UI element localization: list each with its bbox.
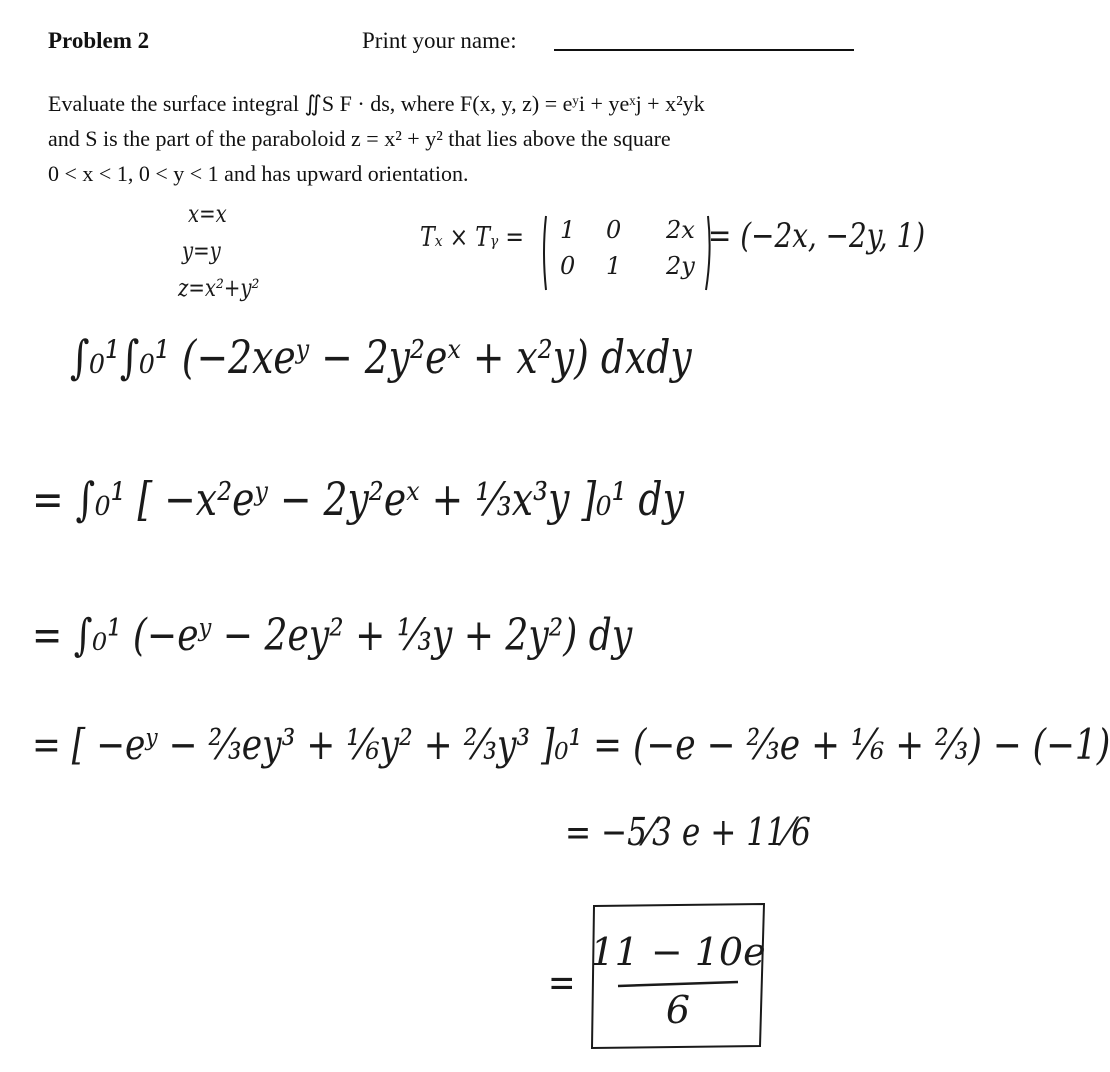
name-blank-line [554, 49, 854, 51]
name-label: Print your name: [362, 28, 517, 53]
work-step-3: = [ −eʸ − ⅔ey³ + ⅙y² + ⅔y³ ]₀¹ = (−e − ⅔e + ⅙ + ⅔) − (−1) [32, 720, 1110, 769]
param-y: y=y [182, 237, 221, 265]
double-integral: ∫₀¹∫₀¹ (−2xeʸ − 2y²eˣ + x²y) dxdy [70, 330, 692, 384]
matrix-cell: 2y [666, 252, 695, 280]
matrix-cell: 0 [560, 252, 576, 280]
problem-line-2: and S is the part of the paraboloid z = x² + y² that lies above the square [48, 126, 671, 151]
matrix-cell: 2x [666, 216, 695, 244]
answer-equals: = [548, 960, 576, 1006]
problem-line-3: 0 < x < 1, 0 < y < 1 and has upward orientation. [48, 161, 469, 186]
answer-numerator: 11 − 10e [590, 930, 766, 974]
cross-product-result: = (−2x, −2y, 1) [708, 216, 926, 256]
param-x: x=x [188, 200, 227, 228]
work-step-4: = −5⁄3 e + 11⁄6 [565, 810, 811, 854]
matrix-cell: 1 [560, 216, 576, 244]
cross-product-matrix [536, 212, 716, 292]
work-step-1: = ∫₀¹ [ −x²eʸ − 2y²eˣ + ⅓x³y ]₀¹ dy [32, 472, 684, 526]
answer-denominator: 6 [665, 988, 691, 1032]
matrix-cell: 0 [606, 216, 622, 244]
cross-product-label: Tₓ × Tᵧ = [420, 222, 524, 253]
matrix-cell: 1 [606, 252, 622, 280]
work-step-2: = ∫₀¹ (−eʸ − 2ey² + ⅓y + 2y²) dy [32, 610, 633, 661]
problem-line-1: Evaluate the surface integral ∬S F · ds, where F(x, y, z) = eʸi + yeˣj + x²yk [48, 91, 705, 116]
problem-title: Problem 2 [48, 28, 150, 53]
problem-statement [48, 86, 884, 191]
param-z: z=x²+y² [178, 274, 260, 302]
final-answer-box [588, 900, 768, 1050]
